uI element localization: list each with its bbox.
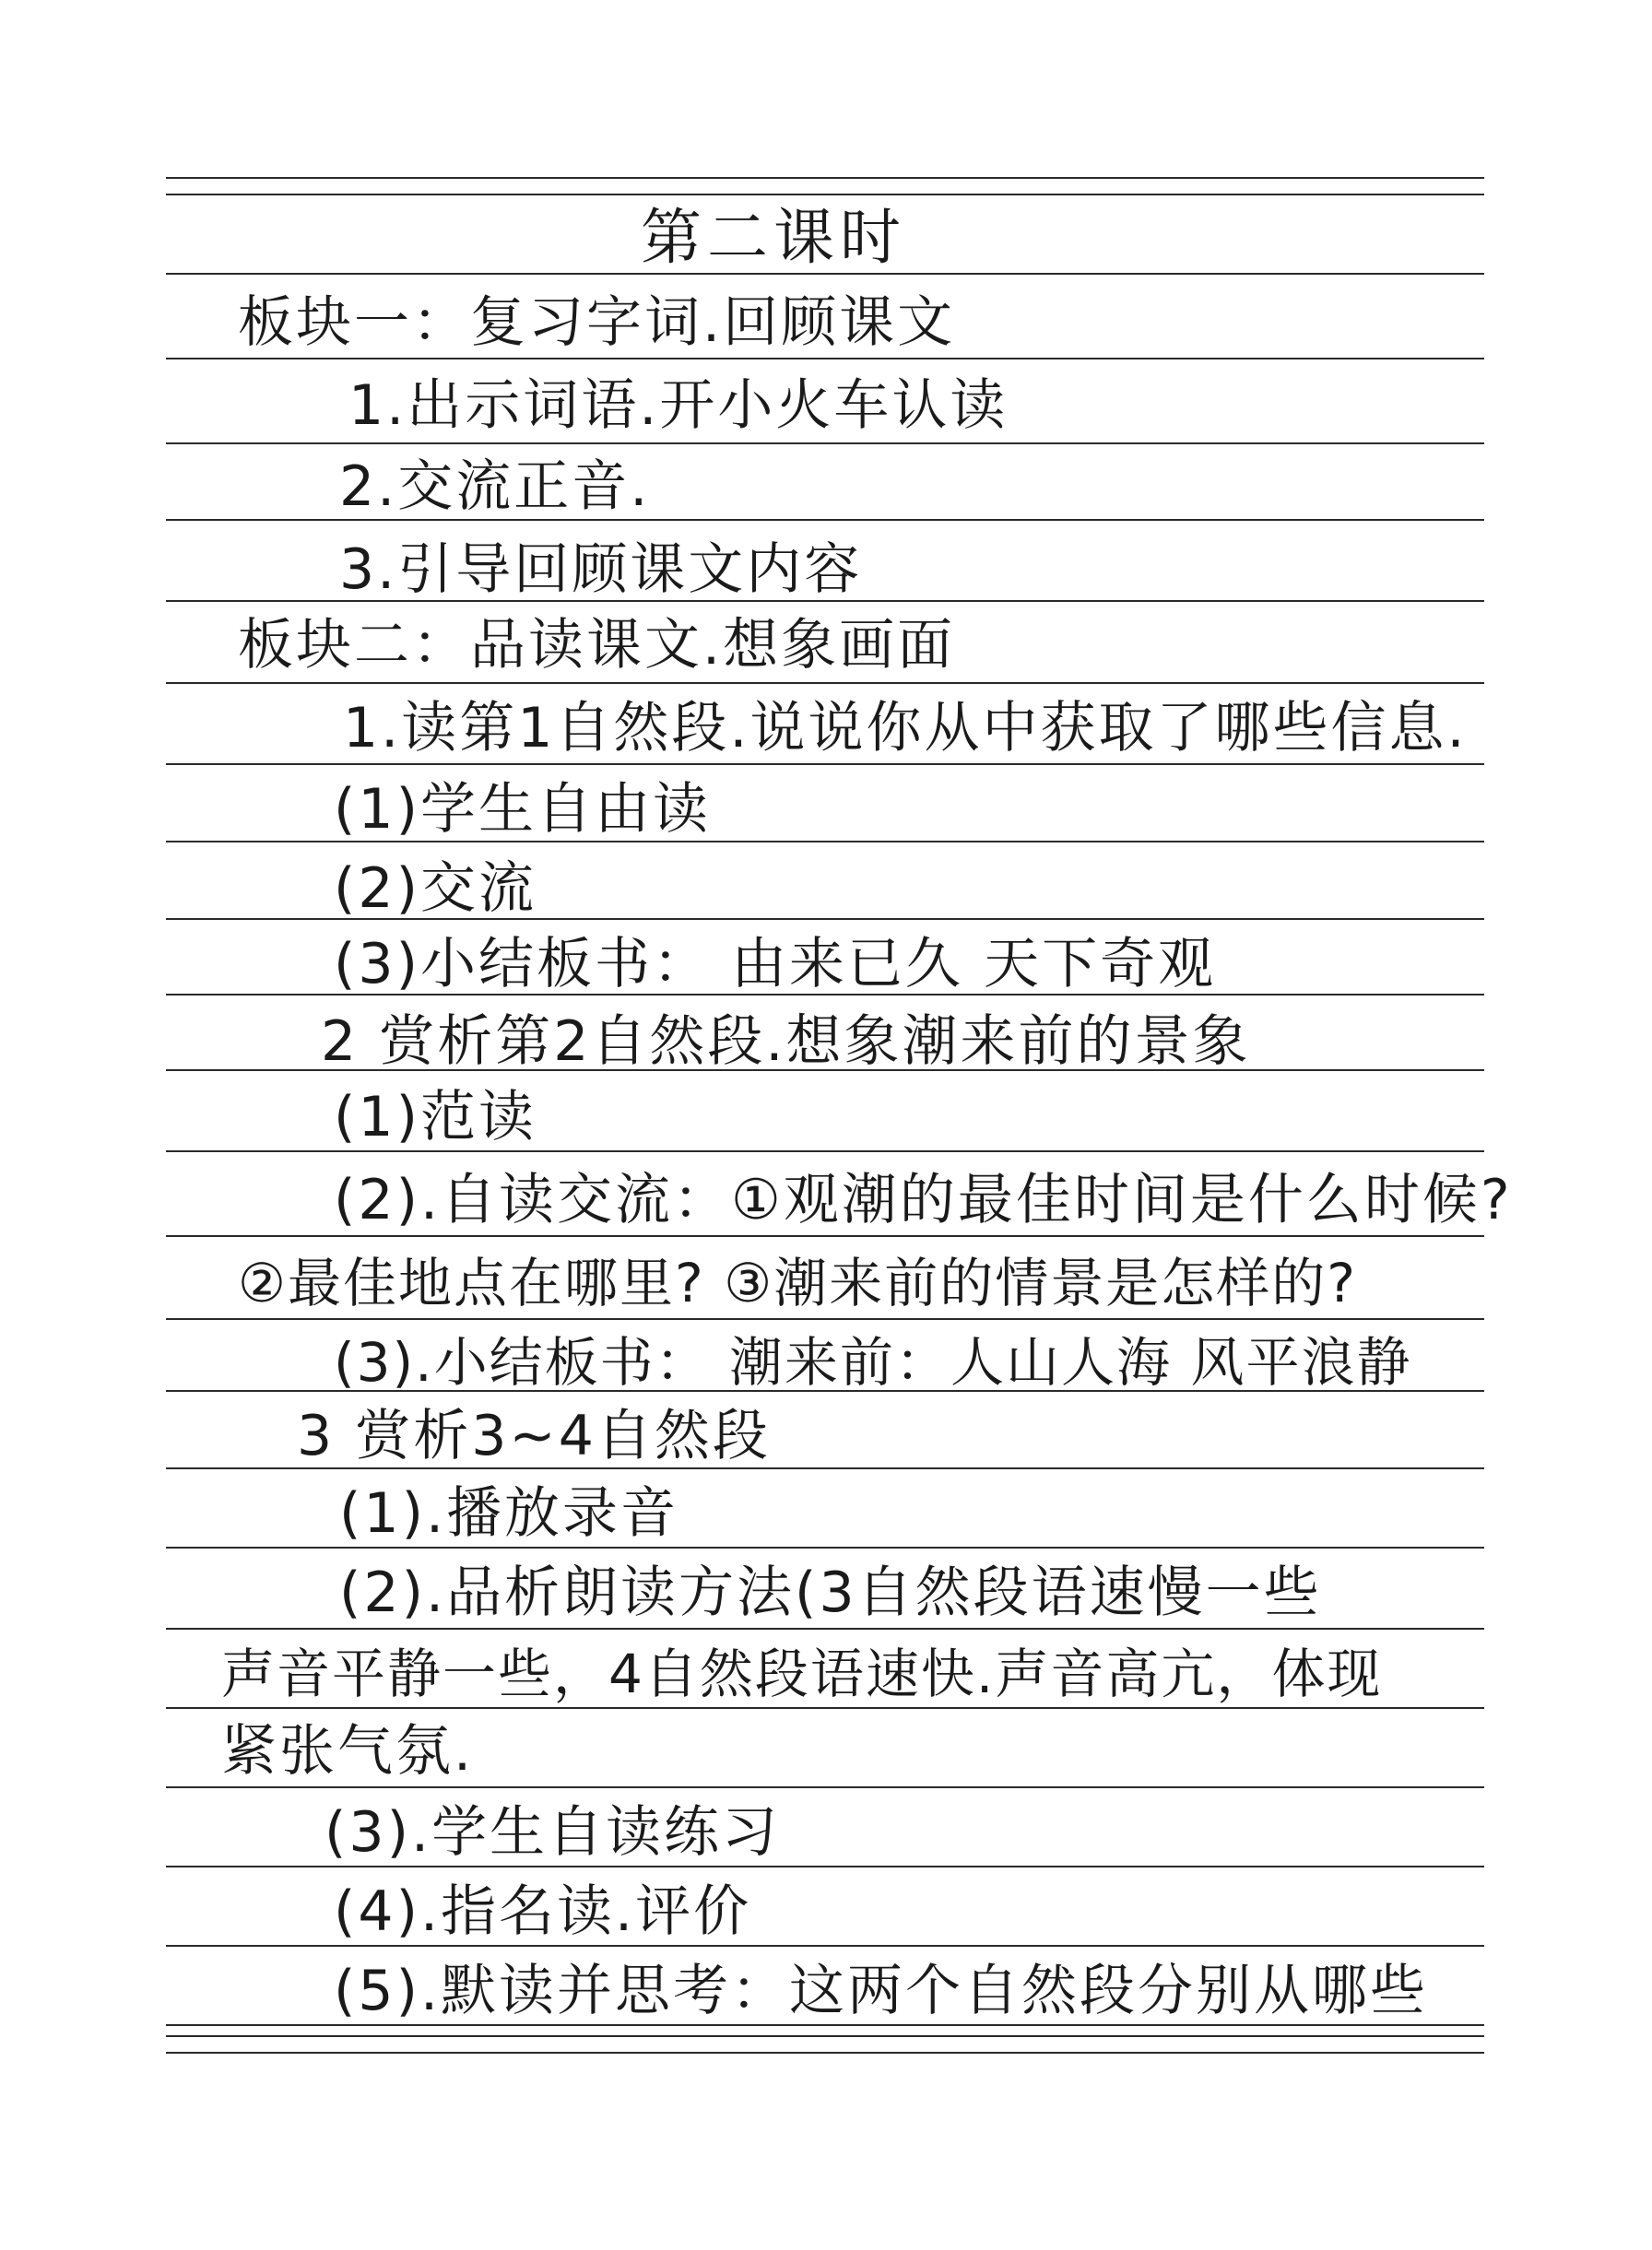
ruled-line [166, 1945, 1484, 1947]
ruled-line [166, 273, 1484, 275]
top-rule [166, 177, 1484, 179]
note-line: (3).学生自读练习 [324, 1800, 781, 1865]
note-line: ②最佳地点在哪里? ③潮来前的情景是怎样的? [238, 1252, 1357, 1314]
note-line: (5).默读并思考：这两个自然段分别从哪些 [334, 1959, 1429, 2023]
note-line: (2).品析朗读方法(3自然段语速慢一些 [339, 1561, 1322, 1625]
note-line: (2)交流 [334, 856, 537, 921]
note-line: (1).播放录音 [339, 1481, 679, 1546]
bottom-rule [166, 2052, 1484, 2054]
note-line: 2 赏析第2自然段.想象潮来前的景象 [321, 1009, 1251, 1074]
note-line: 1.读第1自然段.说说你从中获取了哪些信息. [343, 696, 1468, 760]
note-line: 3 赏析3~4自然段 [297, 1404, 771, 1468]
ruled-line [166, 1150, 1484, 1152]
note-line: 2.交流正音. [339, 454, 651, 519]
note-line: 1.出示词语.开小火车认读 [348, 373, 1009, 438]
ruled-line [166, 763, 1484, 765]
ruled-line [166, 1547, 1484, 1549]
ruled-line [166, 1235, 1484, 1237]
note-line: (2).自读交流：①观潮的最佳时间是什么时候? [334, 1168, 1513, 1232]
section-heading: 板块一：复习字词.回顾课文 [238, 290, 956, 355]
ruled-line [166, 1318, 1484, 1320]
ruled-line [166, 1866, 1484, 1867]
note-line: (3).小结板书： 潮来前：人山人海 风平浪静 [334, 1331, 1412, 1394]
bottom-rule [166, 2035, 1484, 2037]
top-rule [166, 194, 1484, 195]
ruled-line [166, 2024, 1484, 2026]
section-heading: 板块二：品读课文.想象画面 [238, 613, 956, 677]
ruled-line [166, 1786, 1484, 1788]
page-title: 第二课时 [641, 202, 906, 273]
note-line: 3.引导回顾课文内容 [339, 537, 863, 602]
ruled-line [166, 358, 1484, 359]
ruled-line [166, 682, 1484, 684]
note-line: 紧张气氛. [221, 1719, 475, 1784]
note-line: 声音平静一些，4自然段语速快.声音高亢，体现 [221, 1643, 1383, 1705]
note-line: (4).指名读.评价 [334, 1879, 752, 1944]
ruled-line [166, 1707, 1484, 1709]
note-line: (3)小结板书： 由来已久 天下奇观 [334, 932, 1217, 996]
note-line: (1)范读 [334, 1085, 537, 1149]
note-line: (1)学生自由读 [334, 777, 711, 842]
ruled-line [166, 1628, 1484, 1630]
ruled-line [166, 442, 1484, 444]
